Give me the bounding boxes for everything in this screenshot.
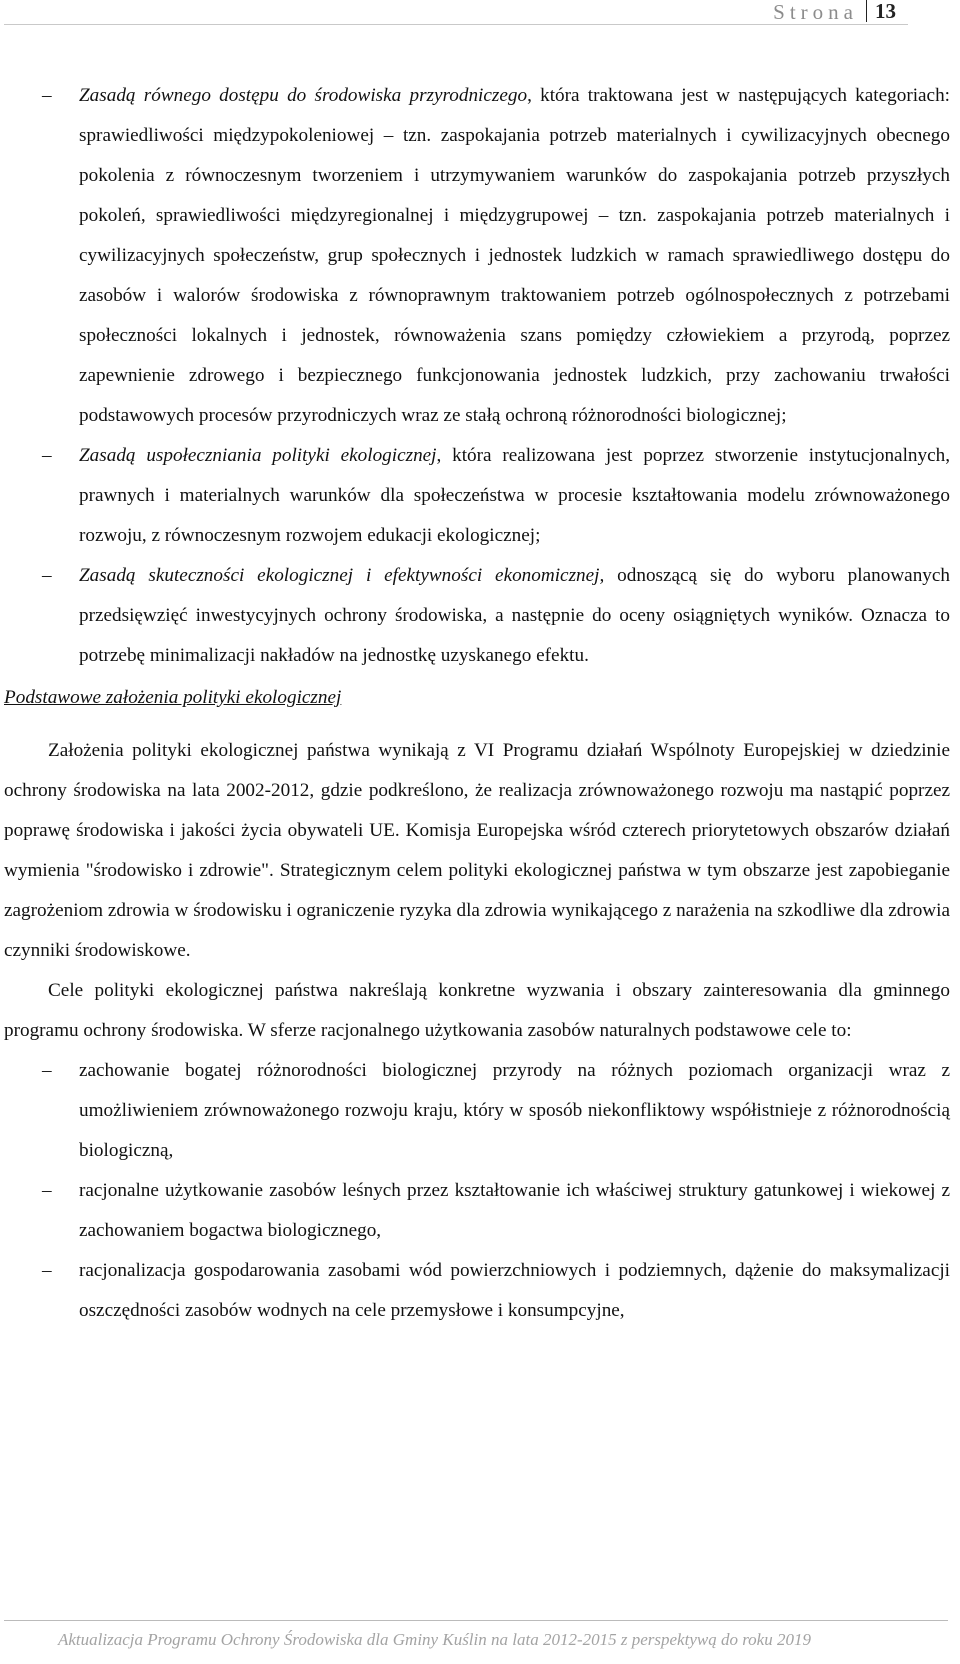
- section-heading: Podstawowe założenia polityki ekologicznej: [4, 687, 342, 708]
- dash-bullet: –: [42, 85, 52, 106]
- header-divider: [4, 24, 908, 25]
- page-footer: Aktualizacja Programu Ochrony Środowiska dla Gminy Kuślin na lata 2012-2015 z perspektywą do roku 2019: [58, 1630, 811, 1649]
- list-item-lead: Zasadą skuteczności ekologicznej i efektywności ekonomicznej,: [79, 565, 605, 586]
- page-header: [773, 0, 896, 26]
- page-label: Strona: [773, 0, 858, 24]
- list-item: [4, 76, 950, 436]
- dash-bullet: –: [42, 445, 52, 466]
- list-item: [4, 556, 950, 676]
- list-item: [4, 1171, 950, 1251]
- footer-divider: [4, 1620, 948, 1621]
- dash-bullet: –: [42, 1260, 52, 1281]
- list-item-lead: Zasadą uspołeczniania polityki ekologicznej: [79, 445, 437, 466]
- dash-bullet: –: [42, 565, 52, 586]
- paragraph: Cele polityki ekologicznej państwa nakreślają konkretne wyzwania i obszary zainteresowania dla gminnego programu ochrony środowiska. W sferze racjonalnego użytkowania zasobów naturalnych podstawowe cele to:: [4, 980, 950, 1041]
- principles-list: [4, 76, 950, 676]
- document-body: [4, 76, 950, 1331]
- page-number: 13: [866, 0, 896, 22]
- list-item-text: racjonalne użytkowanie zasobów leśnych przez kształtowanie ich właściwej struktury gatunkowej i wiekowej z zachowaniem bogactwa biologicznego,: [79, 1180, 950, 1241]
- dash-bullet: –: [42, 1180, 52, 1201]
- list-item-text: zachowanie bogatej różnorodności biologicznej przyrody na różnych poziomach organizacji wraz z umożliwieniem zrównoważonego rozwoju kraju, który w sposób niekonfliktowy współistnieje z różnorodnością biologiczną,: [79, 1060, 950, 1161]
- dash-bullet: –: [42, 1060, 52, 1081]
- list-item-lead: Zasadą równego dostępu do środowiska przyrodniczego: [79, 85, 528, 106]
- paragraph: Założenia polityki ekologicznej państwa wynikają z VI Programu działań Wspólnoty Europejskiej w dziedzinie ochrony środowiska na lata 2002-2012, gdzie podkreślono, że realizacja zrównoważonego rozwoju ma nastąpić poprzez poprawę środowiska i jakości życia obywateli UE. Komisja Europejska wśród czterech priorytetowych obszarów działań wymienia "środowisko i zdrowie". Strategicznym celem polityki ekologicznej państwa w tym obszarze jest zapobieganie zagrożeniom zdrowia w środowisku i ograniczenie ryzyka dla zdrowia wynikającego z narażenia na szkodliwe dla zdrowia czynniki środowiskowe.: [4, 740, 950, 961]
- list-item-text: , która traktowana jest w następujących kategoriach: sprawiedliwości międzypokoleniowej – tzn. zaspokajania potrzeb materialnych i cywilizacyjnych obecnego pokolenia z równoczesnym tworzeniem i utrzymywaniem warunków do zaspokajania potrzeb przyszłych pokoleń, sprawiedliwości międzyregionalnej i międzygrupowej – tzn. zaspokajania potrzeb materialnych i cywilizacyjnych społeczeństw, grup społecznych i jednostek ludzkich w ramach sprawiedliwego dostępu do zasobów i walorów środowiska z równoprawnym traktowaniem potrzeb ogólnospołecznych z potrzebami społeczności lokalnych i jednostek, równoważenia szans pomiędzy człowiekiem a przyrodą, poprzez zapewnienie zdrowego i bezpiecznego funkcjonowania jednostek ludzkich, przy zachowaniu trwałości podstawowych procesów przyrodniczych wraz ze stałą ochroną różnorodności biologicznej;: [79, 85, 950, 426]
- list-item: [4, 1051, 950, 1171]
- list-item: [4, 1251, 950, 1331]
- list-item-text: , która realizowana jest poprzez stworzenie instytucjonalnych, prawnych i materialnych warunków dla społeczeństwa w procesie kształtowania modelu zrównoważonego rozwoju, z równoczesnym rozwojem edukacji ekologicznej;: [79, 445, 950, 546]
- list-item-text: racjonalizacja gospodarowania zasobami wód powierzchniowych i podziemnych, dążenie do maksymalizacji oszczędności zasobów wodnych na cele przemysłowe i konsumpcyjne,: [79, 1260, 950, 1321]
- list-item: [4, 436, 950, 556]
- list-item-text: odnoszącą się do wyboru planowanych przedsięwzięć inwestycyjnych ochrony środowiska, a następnie do oceny osiągniętych wyników. Oznacza to potrzebę minimalizacji nakładów na jednostkę uzyskanego efektu.: [79, 565, 950, 666]
- goals-list: [4, 1051, 950, 1331]
